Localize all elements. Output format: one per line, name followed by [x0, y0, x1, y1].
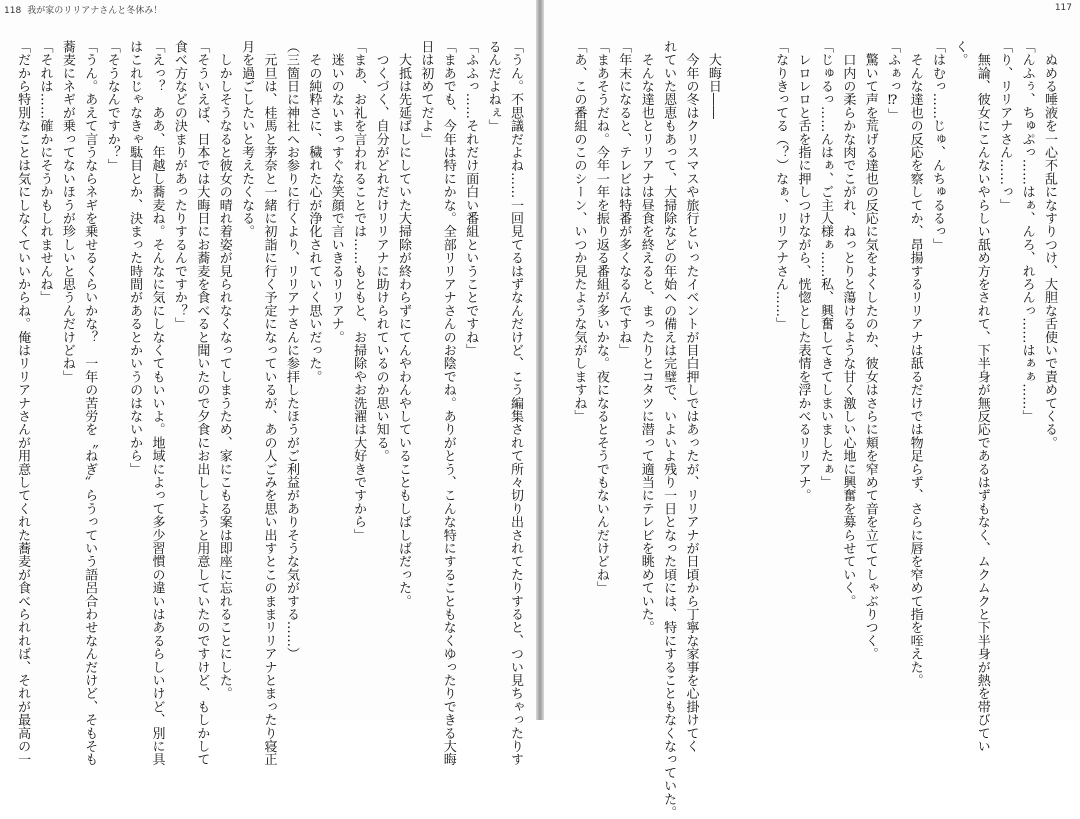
text-line: 食べ方などの決まりがあったりするんですか？」 [171, 40, 187, 331]
text-line: つくづく、自分がどれだけリリアナに助けられているのか思い知る。 [373, 40, 389, 463]
text-line: 「だから特別なことは気にしなくていいからね。俺はリリアナさんが用意してくれた蕎麦が食べられれば、それが最高の一 [15, 40, 31, 766]
text-line: ぬめる唾液を一心不乱になすりつけ、大胆な舌使いで責めてくる。 [1042, 40, 1057, 450]
text-line: るんだよねぇ」 [485, 40, 501, 133]
right-page-body [560, 40, 1060, 819]
text-line: 「ふぁっ⁉」 [885, 40, 901, 122]
running-title: 我が家のリリアナさんと冬休み！ [27, 6, 163, 16]
text-line [724, 40, 746, 708]
left-page-header [4, 3, 162, 16]
text-line: 「ふふっ……それだけ面白い番組ということですね」 [463, 40, 479, 357]
left-page [0, 0, 536, 766]
text-line: 「うん。あえて言うならネギを乗せるくらいかな？ 一年の苦労を〝ねぎ〟らうっていう語呂合わせなんだけど、そもそも [82, 40, 98, 766]
left-page-body [15, 40, 526, 766]
text-line [746, 40, 768, 708]
text-line: その純粋さに、穢れた心が浄化されていく思いだった。 [306, 40, 322, 384]
text-line: 「それは……確かにそうかもしれませんね」 [37, 40, 53, 304]
text-line: はこれじゃなきゃ駄目とか、決まった時間があるとかいうのはないから」 [127, 40, 143, 476]
text-line: 「はむっ……じゅ、んちゅるるっ」 [929, 40, 945, 252]
text-line: しかしそうなると彼女の晴れ着姿が見られなくなってしまうため、家にこもる案は即座に忘れることにした。 [216, 40, 232, 700]
text-line: 「あ、この番組のこのシーン、いつか見たような気がしますね」 [571, 40, 587, 423]
text-line: 「まあそうだね。今年一年を振り返る番組が多いかな。夜になるとそうでもないんだけどね」 [593, 40, 609, 595]
text-line: （三箇日に神社へお参りに行くより、リリアナさんに参拝したほうがご利益がありそうな気がする……） [283, 40, 299, 661]
text-line: 「なりきってる（？）なぁ、リリアナさん……」 [773, 40, 789, 331]
text-line: 大抵は先延ばしにしていた大掃除が終わらずにてんやわんやしていることもしばしばだった。 [395, 40, 411, 608]
text-line: 驚いて声を荒げる達也の反応に気をよくしたのか、彼女はさらに頬を窄めて音を立ててしゃぶりつく。 [862, 40, 878, 661]
text-line: 「まあ、お礼を言われることでは……もともと、お掃除やお洗濯は大好きですから」 [351, 40, 367, 542]
text-line: 「じゅるっ……んはぁ、ご主人様ぁ……私、興奮してきてしまいましたぁ」 [817, 40, 833, 489]
text-line: レロレロと舌を指に押しつけながら、恍惚とした表情を浮かべるリリアナ。 [795, 40, 811, 502]
text-line: 「そういえば、日本では大晦日にお蕎麦を食べると聞いたので夕食にお出ししようと用意していたのですけど、もしかして [194, 40, 210, 766]
text-line: 「そうなんですか？」 [104, 40, 120, 172]
text-line: 迷いのないまっすぐな笑顔で言いきるリリアナ。 [328, 40, 344, 344]
text-line: 口内の柔らかな肉でこがれ、ねっとりと蕩けるような甘く激しい心地に興奮を募らせていく。 [840, 40, 856, 608]
text-line: 日は初めてだよ」 [418, 40, 434, 146]
text-line: 大晦日―― [705, 40, 721, 120]
text-line: そんな達也の反応を察してか、昂揚するリリアナは舐るだけでは物足らず、さらに唇を窄めて指を咥えた。 [907, 40, 923, 687]
right-page-number: 117 [1054, 3, 1072, 13]
book-spine [536, 0, 544, 720]
text-line: 「うん。不思議だよね……一回見てるはずなんだけど、こう編集されて所々切り出されてたりすると、つい見ちゃったりす [508, 40, 523, 766]
text-line: 「んふぅ、ちゅぷっ……はぁ、んろ、れろんっ……はぁぁ……」 [1019, 40, 1035, 423]
left-page-number: 118 [4, 6, 22, 16]
text-line: く。 [952, 40, 968, 67]
text-line: 「り、リリアナさん……っ」 [997, 40, 1013, 212]
text-line: 「年末になると、テレビは特番が多くなるんですね」 [616, 40, 632, 357]
text-line: 「えっ？ ああ、年越し蕎麦ね。そんなに気にしなくてもいいよ。地域によって多少習慣の違いはあるらしいけど、別に具 [149, 40, 165, 766]
text-line: 元旦は、桂馬と茅奈と一緒に初詣に行く予定になっているが、あの人ごみを思い出すとこのままリリアナとまったり寝正 [261, 40, 277, 766]
text-line: そんな達也とリリアナは昼食を終えると、まったりとコタツに潜って適当にテレビを眺めていた。 [638, 40, 654, 634]
text-line: れていた恩恵もあって、大掃除などの年始への備えは完璧で、いよいよ残り一日となった頃には、特にすることもなくなっていた。 [661, 40, 677, 819]
text-line: 「まあでも、今年は特にかな。全部リリアナさんのお陰でね。ありがとう、こんな特にすることもなくゆったりできる大晦 [440, 40, 456, 766]
text-line: 無論、彼女にこんないやらしい舐め方をされて、下半身が無反応であるはずもなく、ムクムクと下半身が熱を帯びてい [974, 40, 990, 753]
right-page [544, 0, 1080, 819]
text-line: 今年の冬はクリスマスや旅行といったイベントが目白押しではあったが、リリアナが日頃から丁寧な家事を心掛けてく [683, 40, 699, 753]
text-line: 蕎麦にネギが乗ってないほうが珍しいと思うんだけどね」 [59, 40, 75, 384]
text-line: 月を過ごしたいと考えたくなる。 [239, 40, 255, 238]
